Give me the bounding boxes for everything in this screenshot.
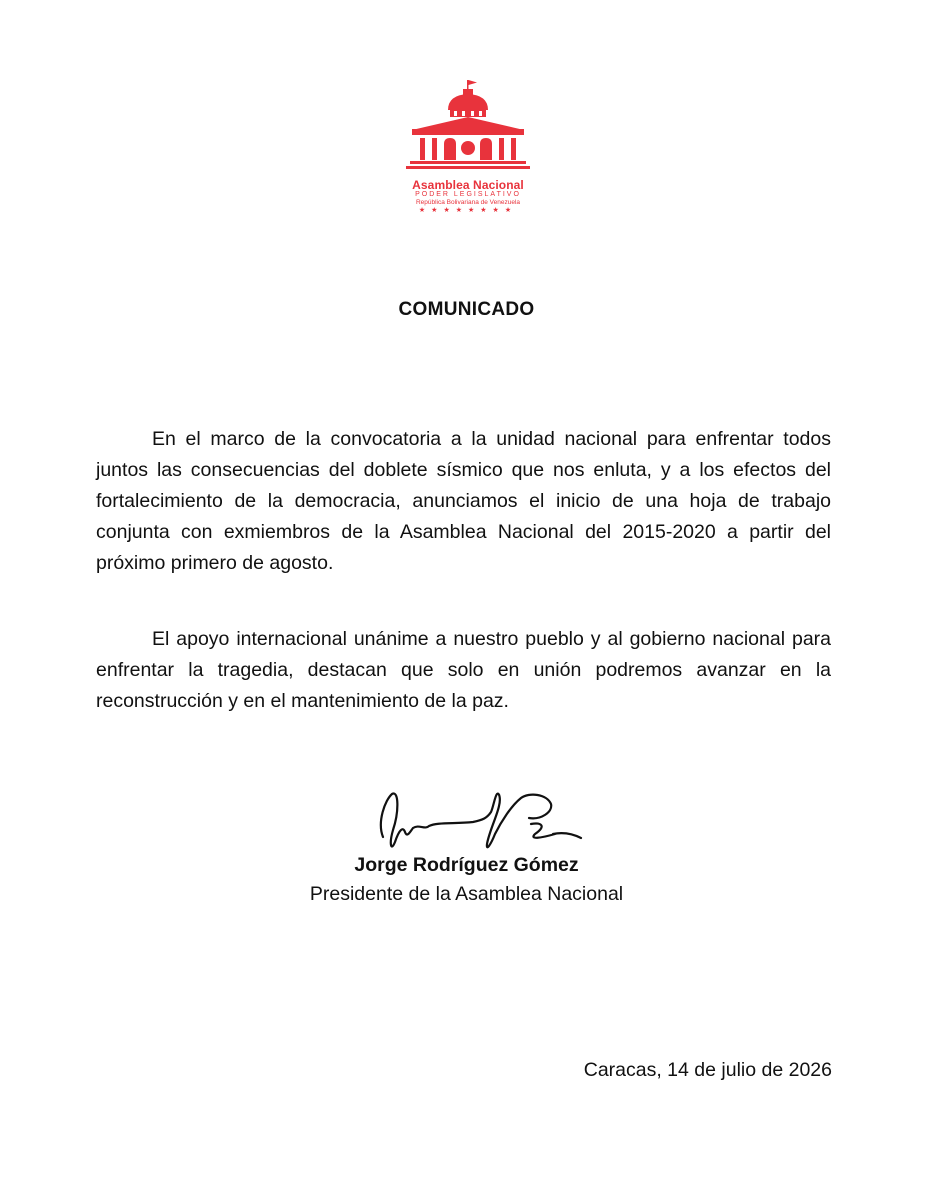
capitol-building-icon (398, 78, 538, 178)
signer-role: Presidente de la Asamblea Nacional (309, 883, 624, 905)
handwritten-signature (375, 782, 585, 864)
body-paragraph-2: El apoyo internacional unánime a nuestro pueblo y al gobierno nacional para enfrentar la tragedia, destacan que solo en unión podremos avanzar en la reconstrucción y en el mantenimiento de la paz. (96, 628, 831, 712)
logo-title: Asamblea Nacional (412, 178, 524, 192)
logo-country: República Bolivariana de Venezuela (415, 199, 521, 206)
place-and-date: Caracas, 14 de julio de 2026 (583, 1059, 832, 1081)
signer-name: Jorge Rodríguez Gómez (354, 854, 579, 876)
logo-subtitle: PODER LEGISLATIVO (415, 191, 521, 198)
asamblea-nacional-logo (398, 78, 538, 218)
logo-stars: ★★★★★★★★ (418, 207, 518, 214)
document-title: COMUNICADO (398, 299, 535, 320)
body-paragraph-1: En el marco de la convocatoria a la unidad nacional para enfrentar todos juntos las consecuencias del doblete sísmico que nos enluta, y a los efectos del fortalecimiento de la democracia, anunciamos el inicio de una hoja de trabajo conjunta con exmiembros de la Asamblea Nacional del 2015-2020 a partir del próximo primero de agosto. (96, 428, 831, 574)
